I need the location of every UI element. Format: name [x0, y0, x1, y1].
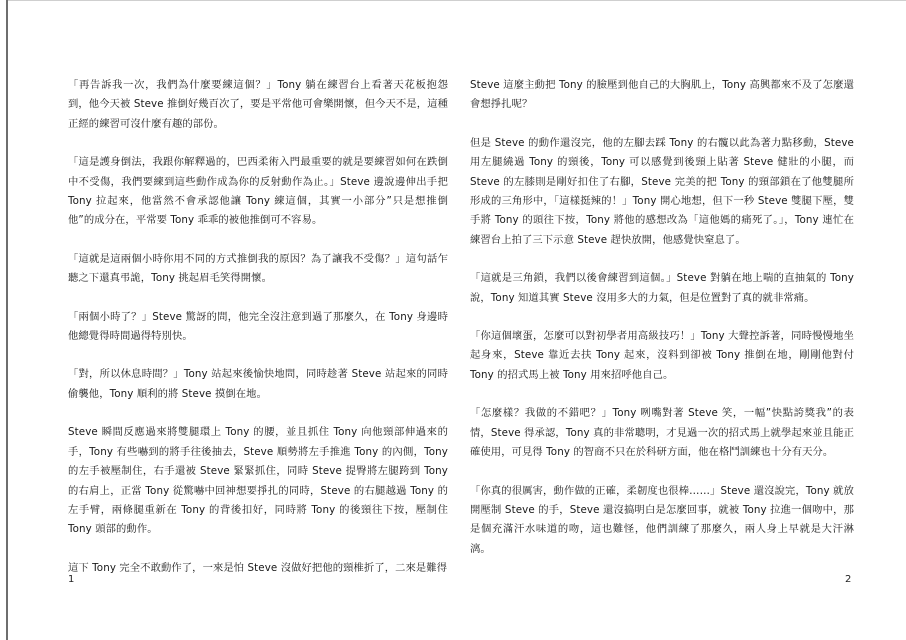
- paragraph: 「再告訴我一次，我們為什麼要練這個？」Tony 躺在練習台上看著天花板抱怨到，他今天被 Steve 推倒好幾百次了，要是平常他可會樂開懷，但今天不是，這種正經的練習可沒什麼有趣的部份。: [68, 79, 448, 130]
- paragraph: 「你這個壞蛋，怎麼可以對初學者用高級技巧！」Tony 大聲控訴著，同時慢慢地坐起身來，Steve 靠近去扶 Tony 起來，沒料到卻被 Tony 推倒在地，剛剛他對付 Tony 的招式馬上被 Tony 用來招呼他自己。: [470, 330, 854, 381]
- page-number: 1: [68, 574, 75, 585]
- paragraph: 「這就是這兩個小時你用不同的方式推倒我的原因？為了讓我不受傷？」這句話乍聽之下還真弔詭，Tony 挑起眉毛笑得開懷。: [68, 252, 448, 285]
- paragraph: 「兩個小時了？」Steve 驚訝的問，他完全沒注意到過了那麼久，在 Tony 身邊時他總覺得時間過得特別快。: [68, 310, 448, 343]
- paragraph: Steve 瞬間反應過來將雙腿環上 Tony 的腰，並且抓住 Tony 向他頸部伸過來的手，Tony 有些嚇到的將手往後抽去，Steve 順勢將左手推進 Tony 的內側，Tony 的左手被壓制住，右手還被 Steve 緊緊抓住，同時 Steve 提臀將左腿跨到 Tony 的右肩上，正當 Tony 從驚嚇中回神想要掙扎的同時，Steve 的右腿越過 Tony 的左手臂，兩條腿重新在 Tony 的背後扣好，同時將 Tony 的後頸往下按，壓制住 Tony 頭部的動作。: [68, 426, 448, 536]
- paragraph: 「這就是三角鎖，我們以後會練習到這個。」Steve 對躺在地上喘的直抽氣的 Tony 說，Tony 知道其實 Steve 沒用多大的力氣，但是位置對了真的就非常痛。: [470, 272, 854, 304]
- page-number: 2: [845, 574, 852, 585]
- page-2-text-column: [470, 76, 854, 578]
- paragraph: 但是 Steve 的動作還沒完，他的左腳去踩 Tony 的右髖以此為著力點移動，Steve 用左腿繞過 Tony 的頸後，Tony 可以感覺到後頸上貼著 Steve 健壯的小腿，而 Steve 的左膝則是剛好扣住了右腳，Steve 完美的把 Tony 的頸部鎖在了他雙腿所形成的三角形中，「這樣挺辣的！」Tony 開心地想，但下一秒 Steve 雙腿下壓，雙手將 Tony 的頭往下按，Tony 將他的感想改為「這他媽的痛死了。」，Tony 連忙在練習台上拍了三下示意 Steve 趕快放開，他感覺快窒息了。: [470, 136, 854, 246]
- paragraph: 「怎麼樣？我做的不錯吧？」Tony 咧嘴對著 Steve 笑，一幅”快點誇獎我”的表情，Steve 得承認，Tony 真的非常聰明，才見過一次的招式馬上就學起來並且能正確使用，可見得 Tony 的智商不只在於科研方面，他在格鬥訓練也十分有天分。: [470, 407, 854, 459]
- paragraph: Steve 這麼主動把 Tony 的臉壓到他自己的大胸肌上，Tony 高興都來不及了怎麼還會想掙扎呢？: [470, 79, 854, 111]
- paragraph: 這下 Tony 完全不敢動作了，一來是怕 Steve 沒做好把他的頸椎折了，二來是難得: [68, 561, 448, 574]
- paragraph: 「對，所以休息時間？」Tony 站起來後愉快地問，同時趁著 Steve 站起來的同時偷襲他，Tony 順利的將 Steve 摸倒在地。: [68, 368, 448, 400]
- paragraph: 「這是護身倒法，我跟你解釋過的，巴西柔術入門最重要的就是要練習如何在跌倒中不受傷，我們要練到這些動作成為你的反射動作為止。」Steve 邊說邊伸出手把 Tony 拉起來，他當然不會承認他讓 Tony 練這個，其實一小部分”只是想推倒他”的成分在，平常要 Tony 乖乖的被他推倒可不容易。: [68, 156, 448, 227]
- page-1: [8, 0, 454, 640]
- page-1-text-column: [68, 76, 448, 597]
- paragraph: 「你真的很厲害，動作做的正確，柔韌度也很棒……」Steve 還沒說完，Tony 就放開壓制 Steve 的手，Steve 還沒搞明白是怎麼回事，就被 Tony 拉進一個吻中，那是個充滿汗水味道的吻，這也難怪，他們訓練了那麼久，兩人身上早就是大汗淋漓。: [470, 484, 854, 555]
- page-2: [454, 0, 906, 640]
